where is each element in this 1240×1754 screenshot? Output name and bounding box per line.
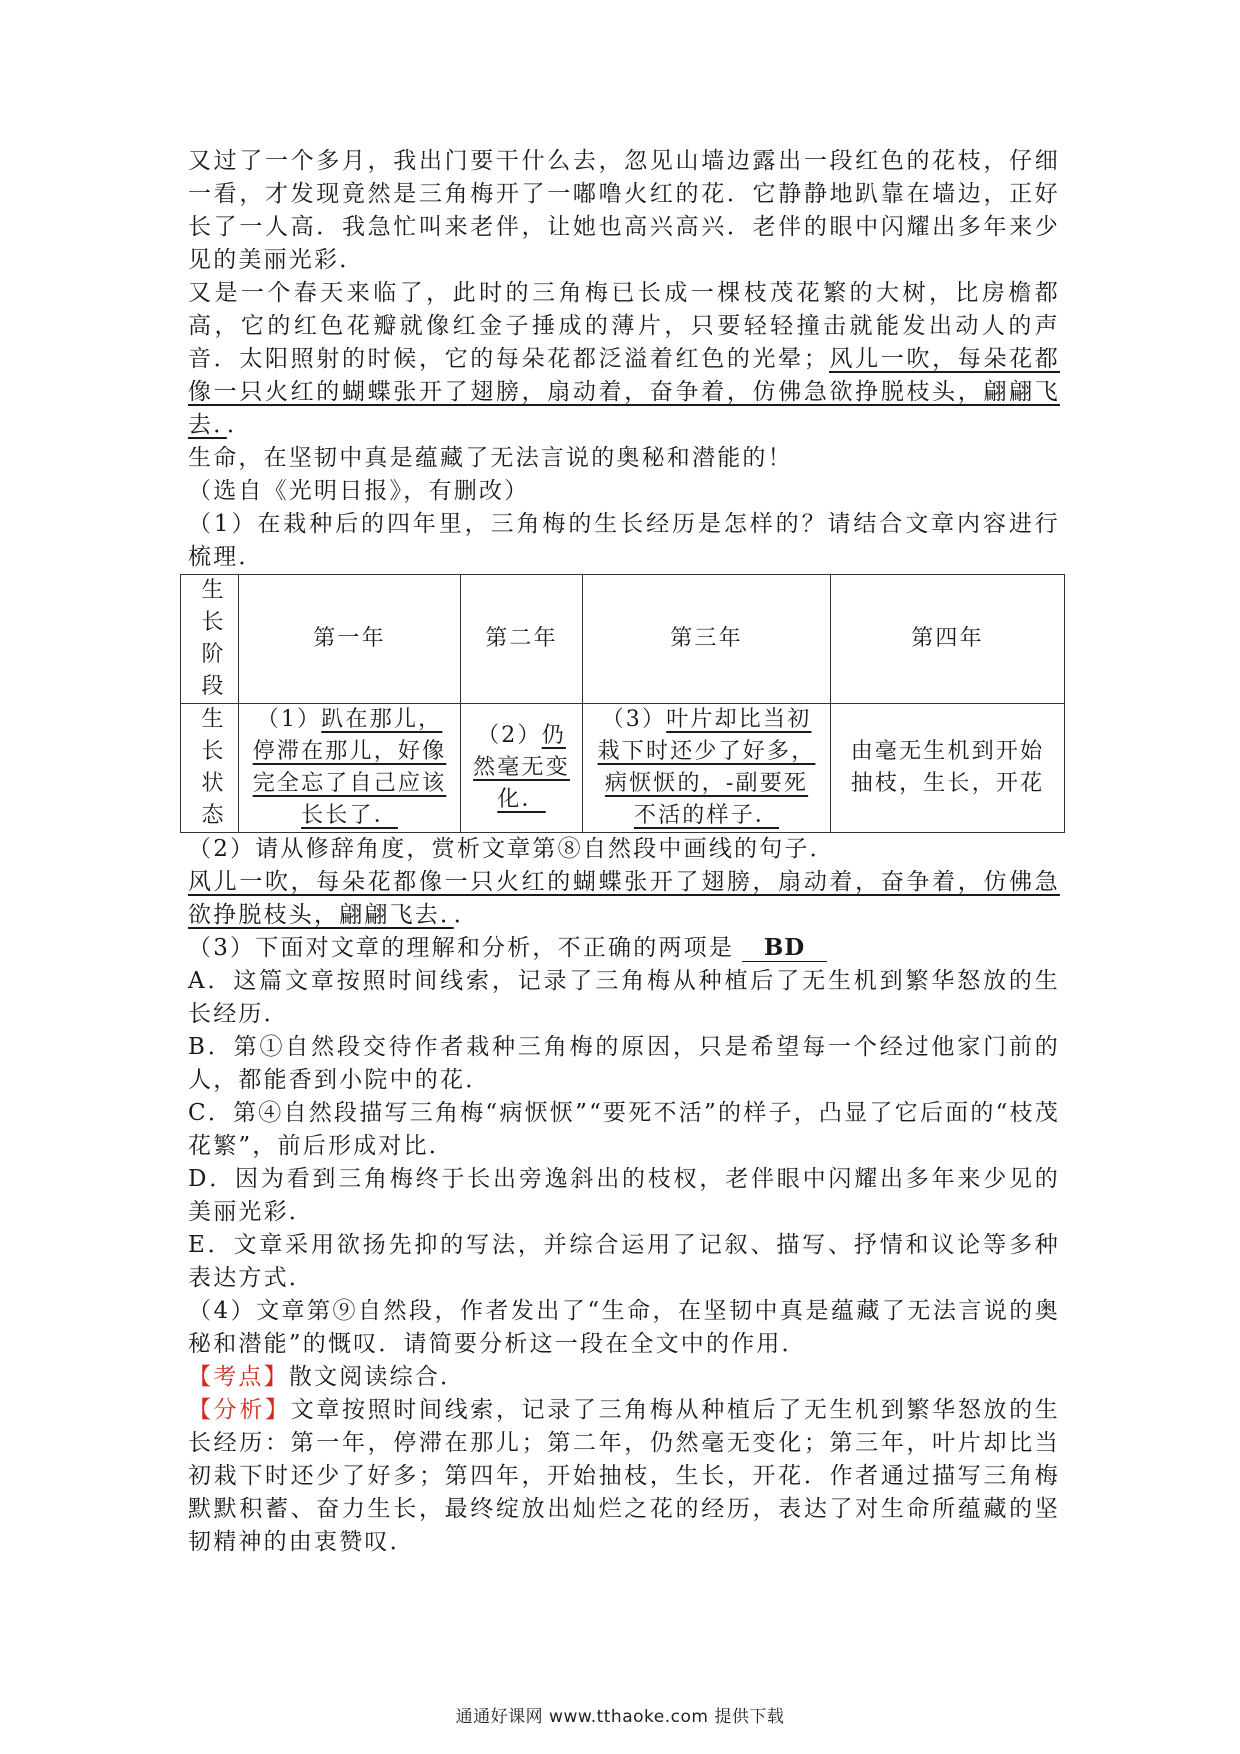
answer-1: 趴在那儿，停滞在那儿，好像完全忘了自己应该长长了． <box>252 707 447 828</box>
paragraph-8 <box>188 277 1060 442</box>
source-note: （选自《光明日报》，有删改） <box>188 478 530 504</box>
growth-table <box>180 574 1065 833</box>
row-label-state: 生 长 状 态 <box>181 704 239 833</box>
page-footer: 通通好课网 www.tthaoke.com 提供下载 <box>455 1707 785 1727</box>
answer-blank: BD <box>742 935 827 962</box>
kaodian: 【考点】散文阅读综合． <box>188 1364 466 1390</box>
cell-year-3: （3）叶片却比当初栽下时还少了好多，病恹恹的，-副要死不活的样子． <box>583 704 831 833</box>
question-3: （3）下面对文章的理解和分析，不正确的两项是 BD <box>188 932 1060 965</box>
cell-year-1: （1）趴在那儿，停滞在那儿，好像完全忘了自己应该长长了． <box>239 704 461 833</box>
cell-year-2: （2）仍然毫无变化． <box>461 704 583 833</box>
paragraph-7: 又过了一个多月，我出门要干什么去，忽见山墙边露出一段红色的花枝，仔细一看，才发现竟然是三角梅开了一嘟噜火红的花．它静静地趴靠在墙边，正好长了一人高．我急忙叫来老伴，让她也高兴高兴．老伴的眼中闪耀出多年来少见的美丽光彩． <box>188 148 1060 273</box>
header-year-2: 第二年 <box>461 575 583 704</box>
underlined-sentence: 风儿一吹，每朵花都像一只火红的蝴蝶张开了翅膀，扇动着，奋争着，仿佛急欲挣脱枝头，翩翩飞去． <box>188 346 1060 438</box>
header-year-4: 第四年 <box>831 575 1065 704</box>
cell-year-4: 由毫无生机到开始抽枝，生长，开花 <box>831 704 1065 833</box>
table-row <box>181 575 1065 704</box>
option-e: E．文章采用欲扬先抑的写法，并综合运用了记叙、描写、抒情和议论等多种表达方式． <box>188 1232 1060 1291</box>
paragraph-8-start: 又是一个春天来临了，此时的三角梅已长成一棵枝茂花繁的大树，比房檐都高，它的红色花瓣就像红金子捶成的薄片，只要轻轻撞击就能发出动人的声音．太阳照射的时候，它的每朵花都泛溢着红色的光晕； <box>188 280 1060 372</box>
question-4: （4）文章第⑨自然段，作者发出了“生命，在坚韧中真是蕴藏了无法言说的奥秘和潜能”的慨叹．请简要分析这一段在全文中的作用． <box>188 1298 1060 1357</box>
article-content <box>188 145 1060 1559</box>
option-a: A．这篇文章按照时间线索，记录了三角梅从种植后了无生机到繁华怒放的生长经历． <box>188 968 1060 1027</box>
option-d: D．因为看到三角梅终于长出旁逸斜出的枝杈，老伴眼中闪耀出多年来少见的美丽光彩． <box>188 1166 1060 1225</box>
option-b: B．第①自然段交待作者栽种三角梅的原因，只是希望每一个经过他家门前的人，都能香到小院中的花． <box>188 1034 1060 1093</box>
paragraph-8-end: ． <box>226 412 253 438</box>
kaodian-label: 【考点】 <box>188 1364 289 1390</box>
table-row <box>181 704 1065 833</box>
question-1: （1）在栽种后的四年里，三角梅的生长经历是怎样的？请结合文章内容进行梳理． <box>188 511 1060 570</box>
fenxi-label: 【分析】 <box>188 1397 291 1423</box>
question-2-quote: 风儿一吹，每朵花都像一只火红的蝴蝶张开了翅膀，扇动着，奋争着，仿佛急欲挣脱枝头，翩翩飞去．． <box>188 869 1060 928</box>
answer-3: 叶片却比当初栽下时还少了好多，病恹恹的，-副要死不活的样子． <box>597 707 816 828</box>
paragraph-9: 生命，在坚韧中真是蕴藏了无法言说的奥秘和潜能的！ <box>188 445 793 471</box>
answer-2: 仍然毫无变化． <box>473 723 570 812</box>
option-c: C．第④自然段描写三角梅“病恹恹”“要死不活”的样子，凸显了它后面的“枝茂花繁”，前后形成对比． <box>188 1100 1060 1159</box>
header-year-3: 第三年 <box>583 575 831 704</box>
header-year-1: 第一年 <box>239 575 461 704</box>
question-2: （2）请从修辞角度，赏析文章第⑧自然段中画线的句子． <box>188 836 835 862</box>
fenxi: 【分析】文章按照时间线索，记录了三角梅从种植后了无生机到繁华怒放的生长经历：第一年，停滞在那儿；第二年，仍然毫无变化；第三年，叶片却比当初栽下时还少了好多；第四年，开始抽枝，生长，开花．作者通过描写三角梅默默积蓄、奋力生长，最终绽放出灿烂之花的经历，表达了对生命所蕴藏的坚韧精神的由衷赞叹． <box>188 1397 1061 1555</box>
row-label-stage: 生 长 阶 段 <box>181 575 239 704</box>
